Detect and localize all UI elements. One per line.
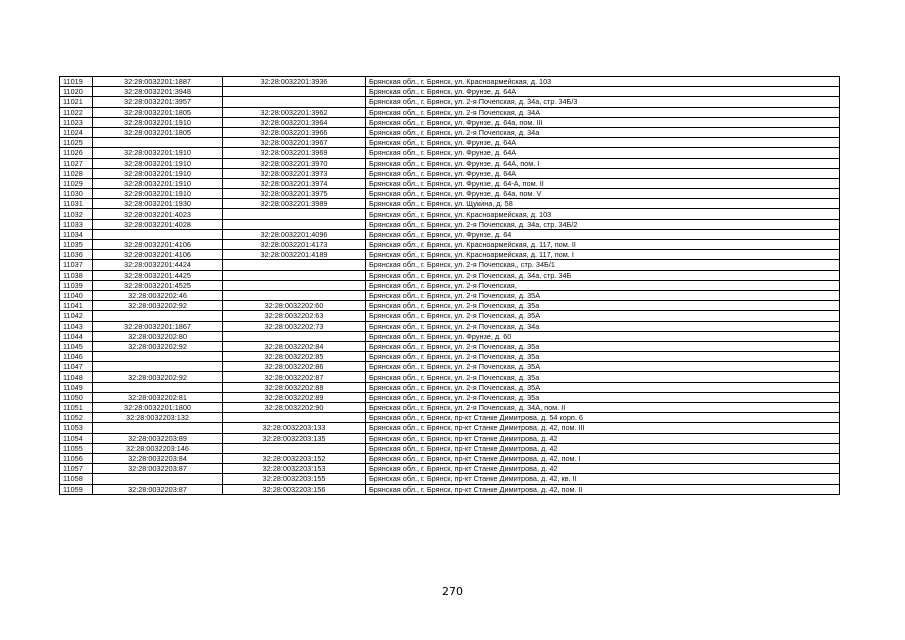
parcel-cadastral-cell: 32:28:0032201:1910: [93, 168, 223, 178]
row-number-cell: 11037: [60, 260, 93, 270]
table-row: [60, 382, 840, 392]
table-row: [60, 392, 840, 402]
building-cadastral-cell: 32:28:0032201:3974: [223, 178, 366, 188]
parcel-cadastral-cell: [93, 138, 223, 148]
address-cell: Брянская обл., г. Брянск, ул. Фрунзе, д. 64-А, пом. II: [366, 178, 840, 188]
row-number-cell: 11046: [60, 352, 93, 362]
table-row: [60, 168, 840, 178]
parcel-cadastral-cell: 32:28:0032201:4028: [93, 219, 223, 229]
row-number-cell: 11026: [60, 148, 93, 158]
row-number-cell: 11051: [60, 403, 93, 413]
row-number-cell: 11031: [60, 199, 93, 209]
row-number-cell: 11019: [60, 77, 93, 87]
building-cadastral-cell: 32:28:0032202:85: [223, 352, 366, 362]
parcel-cadastral-cell: 32:28:0032203:146: [93, 443, 223, 453]
parcel-cadastral-cell: [93, 352, 223, 362]
row-number-cell: 11052: [60, 413, 93, 423]
building-cadastral-cell: [223, 209, 366, 219]
table-row: [60, 240, 840, 250]
parcel-cadastral-cell: [93, 311, 223, 321]
row-number-cell: 11032: [60, 209, 93, 219]
row-number-cell: 11025: [60, 138, 93, 148]
table-row: [60, 413, 840, 423]
row-number-cell: 11049: [60, 382, 93, 392]
row-number-cell: 11022: [60, 107, 93, 117]
table-row: [60, 219, 840, 229]
row-number-cell: 11058: [60, 474, 93, 484]
row-number-cell: 11043: [60, 321, 93, 331]
table-row: [60, 423, 840, 433]
address-cell: Брянская обл., г. Брянск, пр-кт Станке Димитрова, д. 42, кв. II: [366, 474, 840, 484]
table-row: [60, 331, 840, 341]
building-cadastral-cell: [223, 413, 366, 423]
address-cell: Брянская обл., г. Брянск, ул. 2-я Почепская,: [366, 280, 840, 290]
address-cell: Брянская обл., г. Брянск, ул. Фрунзе, д. 64А: [366, 148, 840, 158]
building-cadastral-cell: 32:28:0032202:87: [223, 372, 366, 382]
row-number-cell: 11053: [60, 423, 93, 433]
parcel-cadastral-cell: 32:28:0032201:4525: [93, 280, 223, 290]
table-row: [60, 362, 840, 372]
row-number-cell: 11024: [60, 127, 93, 137]
table-row: [60, 290, 840, 300]
address-cell: Брянская обл., г. Брянск, ул. 2-я Почепская, д. 34А: [366, 107, 840, 117]
table-row: [60, 433, 840, 443]
address-cell: Брянская обл., г. Брянск, ул. Фрунзе, д. 60: [366, 331, 840, 341]
table-row: [60, 301, 840, 311]
address-cell: Брянская обл., г. Брянск, ул. Фрунзе, д. 64А: [366, 168, 840, 178]
table-row: [60, 341, 840, 351]
row-number-cell: 11042: [60, 311, 93, 321]
address-cell: Брянская обл., г. Брянск, ул. 2-я Почепская, д. 35а: [366, 352, 840, 362]
address-cell: Брянская обл., г. Брянск, ул. Красноармейская, д. 117, пом. II: [366, 240, 840, 250]
parcel-cadastral-cell: 32:28:0032202:92: [93, 372, 223, 382]
parcel-cadastral-cell: [93, 423, 223, 433]
row-number-cell: 11034: [60, 229, 93, 239]
table-row: [60, 311, 840, 321]
address-cell: Брянская обл., г. Брянск, пр-кт Станке Димитрова, д. 42: [366, 443, 840, 453]
address-cell: Брянская обл., г. Брянск, ул. Щукина, д. 58: [366, 199, 840, 209]
parcel-cadastral-cell: 32:28:0032201:1800: [93, 403, 223, 413]
row-number-cell: 11047: [60, 362, 93, 372]
building-cadastral-cell: 32:28:0032201:3970: [223, 158, 366, 168]
address-cell: Брянская обл., г. Брянск, пр-кт Станке Димитрова, д. 42, пом. II: [366, 484, 840, 494]
address-cell: Брянская обл., г. Брянск, ул. 2-я Почепская, д. 34а: [366, 321, 840, 331]
address-cell: Брянская обл., г. Брянск, пр-кт Станке Димитрова, д. 42: [366, 433, 840, 443]
table-row: [60, 352, 840, 362]
row-number-cell: 11039: [60, 280, 93, 290]
building-cadastral-cell: 32:28:0032203:153: [223, 464, 366, 474]
row-number-cell: 11056: [60, 453, 93, 463]
parcel-cadastral-cell: 32:28:0032202:46: [93, 290, 223, 300]
row-number-cell: 11057: [60, 464, 93, 474]
parcel-cadastral-cell: 32:28:0032202:81: [93, 392, 223, 402]
building-cadastral-cell: 32:28:0032201:3973: [223, 168, 366, 178]
table-row: [60, 484, 840, 494]
building-cadastral-cell: 32:28:0032203:156: [223, 484, 366, 494]
building-cadastral-cell: 32:28:0032201:3975: [223, 189, 366, 199]
parcel-cadastral-cell: 32:28:0032201:1805: [93, 127, 223, 137]
building-cadastral-cell: 32:28:0032203:135: [223, 433, 366, 443]
address-cell: Брянская обл., г. Брянск, ул. Красноармейская, д. 103: [366, 209, 840, 219]
parcel-cadastral-cell: 32:28:0032201:1910: [93, 178, 223, 188]
property-register-table: [59, 76, 840, 495]
parcel-cadastral-cell: [93, 229, 223, 239]
building-cadastral-cell: [223, 270, 366, 280]
row-number-cell: 11021: [60, 97, 93, 107]
building-cadastral-cell: [223, 331, 366, 341]
building-cadastral-cell: 32:28:0032202:60: [223, 301, 366, 311]
building-cadastral-cell: 32:28:0032201:4189: [223, 250, 366, 260]
table-row: [60, 87, 840, 97]
address-cell: Брянская обл., г. Брянск, ул. Фрунзе, д. 64А: [366, 138, 840, 148]
row-number-cell: 11038: [60, 270, 93, 280]
parcel-cadastral-cell: 32:28:0032201:4023: [93, 209, 223, 219]
building-cadastral-cell: 32:28:0032202:86: [223, 362, 366, 372]
table-row: [60, 372, 840, 382]
building-cadastral-cell: 32:28:0032201:3936: [223, 77, 366, 87]
table-row: [60, 199, 840, 209]
row-number-cell: 11020: [60, 87, 93, 97]
table-row: [60, 250, 840, 260]
parcel-cadastral-cell: 32:28:0032201:4106: [93, 240, 223, 250]
parcel-cadastral-cell: 32:28:0032201:1887: [93, 77, 223, 87]
parcel-cadastral-cell: 32:28:0032201:4106: [93, 250, 223, 260]
address-cell: Брянская обл., г. Брянск, ул. 2-я Почепская, д. 34А, пом. II: [366, 403, 840, 413]
parcel-cadastral-cell: 32:28:0032201:1910: [93, 117, 223, 127]
row-number-cell: 11035: [60, 240, 93, 250]
address-cell: Брянская обл., г. Брянск, ул. Фрунзе, д. 64а, пом. V: [366, 189, 840, 199]
address-cell: Брянская обл., г. Брянск, ул. 2-я Почепская, д. 34а: [366, 127, 840, 137]
parcel-cadastral-cell: 32:28:0032201:1930: [93, 199, 223, 209]
address-cell: Брянская обл., г. Брянск, ул. 2-я Почепская,, стр. 34Б/1: [366, 260, 840, 270]
table-row: [60, 464, 840, 474]
building-cadastral-cell: [223, 280, 366, 290]
parcel-cadastral-cell: 32:28:0032203:89: [93, 433, 223, 443]
table-row: [60, 117, 840, 127]
parcel-cadastral-cell: 32:28:0032202:92: [93, 341, 223, 351]
building-cadastral-cell: 32:28:0032201:4096: [223, 229, 366, 239]
building-cadastral-cell: 32:28:0032201:4173: [223, 240, 366, 250]
building-cadastral-cell: [223, 443, 366, 453]
address-cell: Брянская обл., г. Брянск, ул. Фрунзе, д. 64: [366, 229, 840, 239]
parcel-cadastral-cell: 32:28:0032201:3957: [93, 97, 223, 107]
address-cell: Брянская обл., г. Брянск, ул. Фрунзе, д. 64А, пом. I: [366, 158, 840, 168]
row-number-cell: 11045: [60, 341, 93, 351]
row-number-cell: 11033: [60, 219, 93, 229]
address-cell: Брянская обл., г. Брянск, ул. 2-я Почепская, д. 34а, стр. 34Б/3: [366, 97, 840, 107]
building-cadastral-cell: [223, 219, 366, 229]
table-row: [60, 270, 840, 280]
building-cadastral-cell: [223, 87, 366, 97]
building-cadastral-cell: 32:28:0032201:3967: [223, 138, 366, 148]
address-cell: Брянская обл., г. Брянск, ул. 2-я Почепская, д. 35а: [366, 372, 840, 382]
building-cadastral-cell: 32:28:0032202:73: [223, 321, 366, 331]
table-body: [60, 77, 840, 495]
table-row: [60, 178, 840, 188]
address-cell: Брянская обл., г. Брянск, ул. 2-я Почепская, д. 35а: [366, 341, 840, 351]
building-cadastral-cell: 32:28:0032203:133: [223, 423, 366, 433]
table-row: [60, 474, 840, 484]
table-row: [60, 321, 840, 331]
address-cell: Брянская обл., г. Брянск, ул. Фрунзе, д. 64А: [366, 87, 840, 97]
table-row: [60, 77, 840, 87]
address-cell: Брянская обл., г. Брянск, пр-кт Станке Димитрова, д. 54 корп. 6: [366, 413, 840, 423]
table-row: [60, 260, 840, 270]
parcel-cadastral-cell: 32:28:0032201:4425: [93, 270, 223, 280]
table-row: [60, 97, 840, 107]
parcel-cadastral-cell: 32:28:0032202:92: [93, 301, 223, 311]
row-number-cell: 11048: [60, 372, 93, 382]
address-cell: Брянская обл., г. Брянск, ул. 2-я Почепская, д. 34а, стр. 34Б: [366, 270, 840, 280]
address-cell: Брянская обл., г. Брянск, пр-кт Станке Димитрова, д. 42, пом. III: [366, 423, 840, 433]
parcel-cadastral-cell: [93, 474, 223, 484]
building-cadastral-cell: 32:28:0032202:90: [223, 403, 366, 413]
row-number-cell: 11030: [60, 189, 93, 199]
row-number-cell: 11023: [60, 117, 93, 127]
row-number-cell: 11028: [60, 168, 93, 178]
building-cadastral-cell: 32:28:0032201:3964: [223, 117, 366, 127]
building-cadastral-cell: 32:28:0032202:88: [223, 382, 366, 392]
address-cell: Брянская обл., г. Брянск, ул. 2-я Почепская, д. 35а: [366, 301, 840, 311]
row-number-cell: 11027: [60, 158, 93, 168]
table-row: [60, 138, 840, 148]
page-number: 270: [442, 585, 463, 598]
parcel-cadastral-cell: 32:28:0032203:132: [93, 413, 223, 423]
parcel-cadastral-cell: 32:28:0032201:1867: [93, 321, 223, 331]
parcel-cadastral-cell: [93, 382, 223, 392]
parcel-cadastral-cell: 32:28:0032202:80: [93, 331, 223, 341]
table-row: [60, 403, 840, 413]
building-cadastral-cell: [223, 97, 366, 107]
parcel-cadastral-cell: 32:28:0032201:1910: [93, 189, 223, 199]
table-row: [60, 107, 840, 117]
address-cell: Брянская обл., г. Брянск, ул. Красноармейская, д. 103: [366, 77, 840, 87]
building-cadastral-cell: 32:28:0032202:63: [223, 311, 366, 321]
parcel-cadastral-cell: 32:28:0032201:3948: [93, 87, 223, 97]
parcel-cadastral-cell: 32:28:0032203:87: [93, 464, 223, 474]
address-cell: Брянская обл., г. Брянск, ул. 2-я Почепская, д. 35А: [366, 362, 840, 372]
parcel-cadastral-cell: 32:28:0032203:87: [93, 484, 223, 494]
row-number-cell: 11059: [60, 484, 93, 494]
building-cadastral-cell: 32:28:0032201:3962: [223, 107, 366, 117]
row-number-cell: 11044: [60, 331, 93, 341]
table-row: [60, 127, 840, 137]
table-row: [60, 280, 840, 290]
address-cell: Брянская обл., г. Брянск, пр-кт Станке Димитрова, д. 42, пом. I: [366, 453, 840, 463]
table-row: [60, 229, 840, 239]
parcel-cadastral-cell: 32:28:0032201:4424: [93, 260, 223, 270]
row-number-cell: 11054: [60, 433, 93, 443]
table-row: [60, 148, 840, 158]
building-cadastral-cell: [223, 260, 366, 270]
address-cell: Брянская обл., г. Брянск, ул. 2-я Почепская, д. 34а, стр. 34Б/2: [366, 219, 840, 229]
table-row: [60, 209, 840, 219]
building-cadastral-cell: 32:28:0032201:3966: [223, 127, 366, 137]
address-cell: Брянская обл., г. Брянск, ул. 2-я Почепская, д. 35А: [366, 290, 840, 300]
table-row: [60, 443, 840, 453]
table-row: [60, 158, 840, 168]
parcel-cadastral-cell: 32:28:0032203:84: [93, 453, 223, 463]
parcel-cadastral-cell: 32:28:0032201:1805: [93, 107, 223, 117]
building-cadastral-cell: 32:28:0032203:155: [223, 474, 366, 484]
table-row: [60, 189, 840, 199]
parcel-cadastral-cell: [93, 362, 223, 372]
row-number-cell: 11050: [60, 392, 93, 402]
building-cadastral-cell: [223, 290, 366, 300]
building-cadastral-cell: 32:28:0032202:89: [223, 392, 366, 402]
building-cadastral-cell: 32:28:0032203:152: [223, 453, 366, 463]
table-row: [60, 453, 840, 463]
row-number-cell: 11040: [60, 290, 93, 300]
building-cadastral-cell: 32:28:0032201:3989: [223, 199, 366, 209]
row-number-cell: 11029: [60, 178, 93, 188]
parcel-cadastral-cell: 32:28:0032201:1910: [93, 148, 223, 158]
building-cadastral-cell: 32:28:0032202:84: [223, 341, 366, 351]
row-number-cell: 11036: [60, 250, 93, 260]
row-number-cell: 11055: [60, 443, 93, 453]
address-cell: Брянская обл., г. Брянск, ул. 2-я Почепская, д. 35А: [366, 382, 840, 392]
address-cell: Брянская обл., г. Брянск, ул. 2-я Почепская, д. 35А: [366, 311, 840, 321]
address-cell: Брянская обл., г. Брянск, ул. Фрунзе, д. 64а, пом. III: [366, 117, 840, 127]
building-cadastral-cell: 32:28:0032201:3969: [223, 148, 366, 158]
address-cell: Брянская обл., г. Брянск, ул. 2-я Почепская, д. 35а: [366, 392, 840, 402]
address-cell: Брянская обл., г. Брянск, пр-кт Станке Димитрова, д. 42: [366, 464, 840, 474]
address-cell: Брянская обл., г. Брянск, ул. Красноармейская, д. 117, пом. I: [366, 250, 840, 260]
parcel-cadastral-cell: 32:28:0032201:1910: [93, 158, 223, 168]
row-number-cell: 11041: [60, 301, 93, 311]
